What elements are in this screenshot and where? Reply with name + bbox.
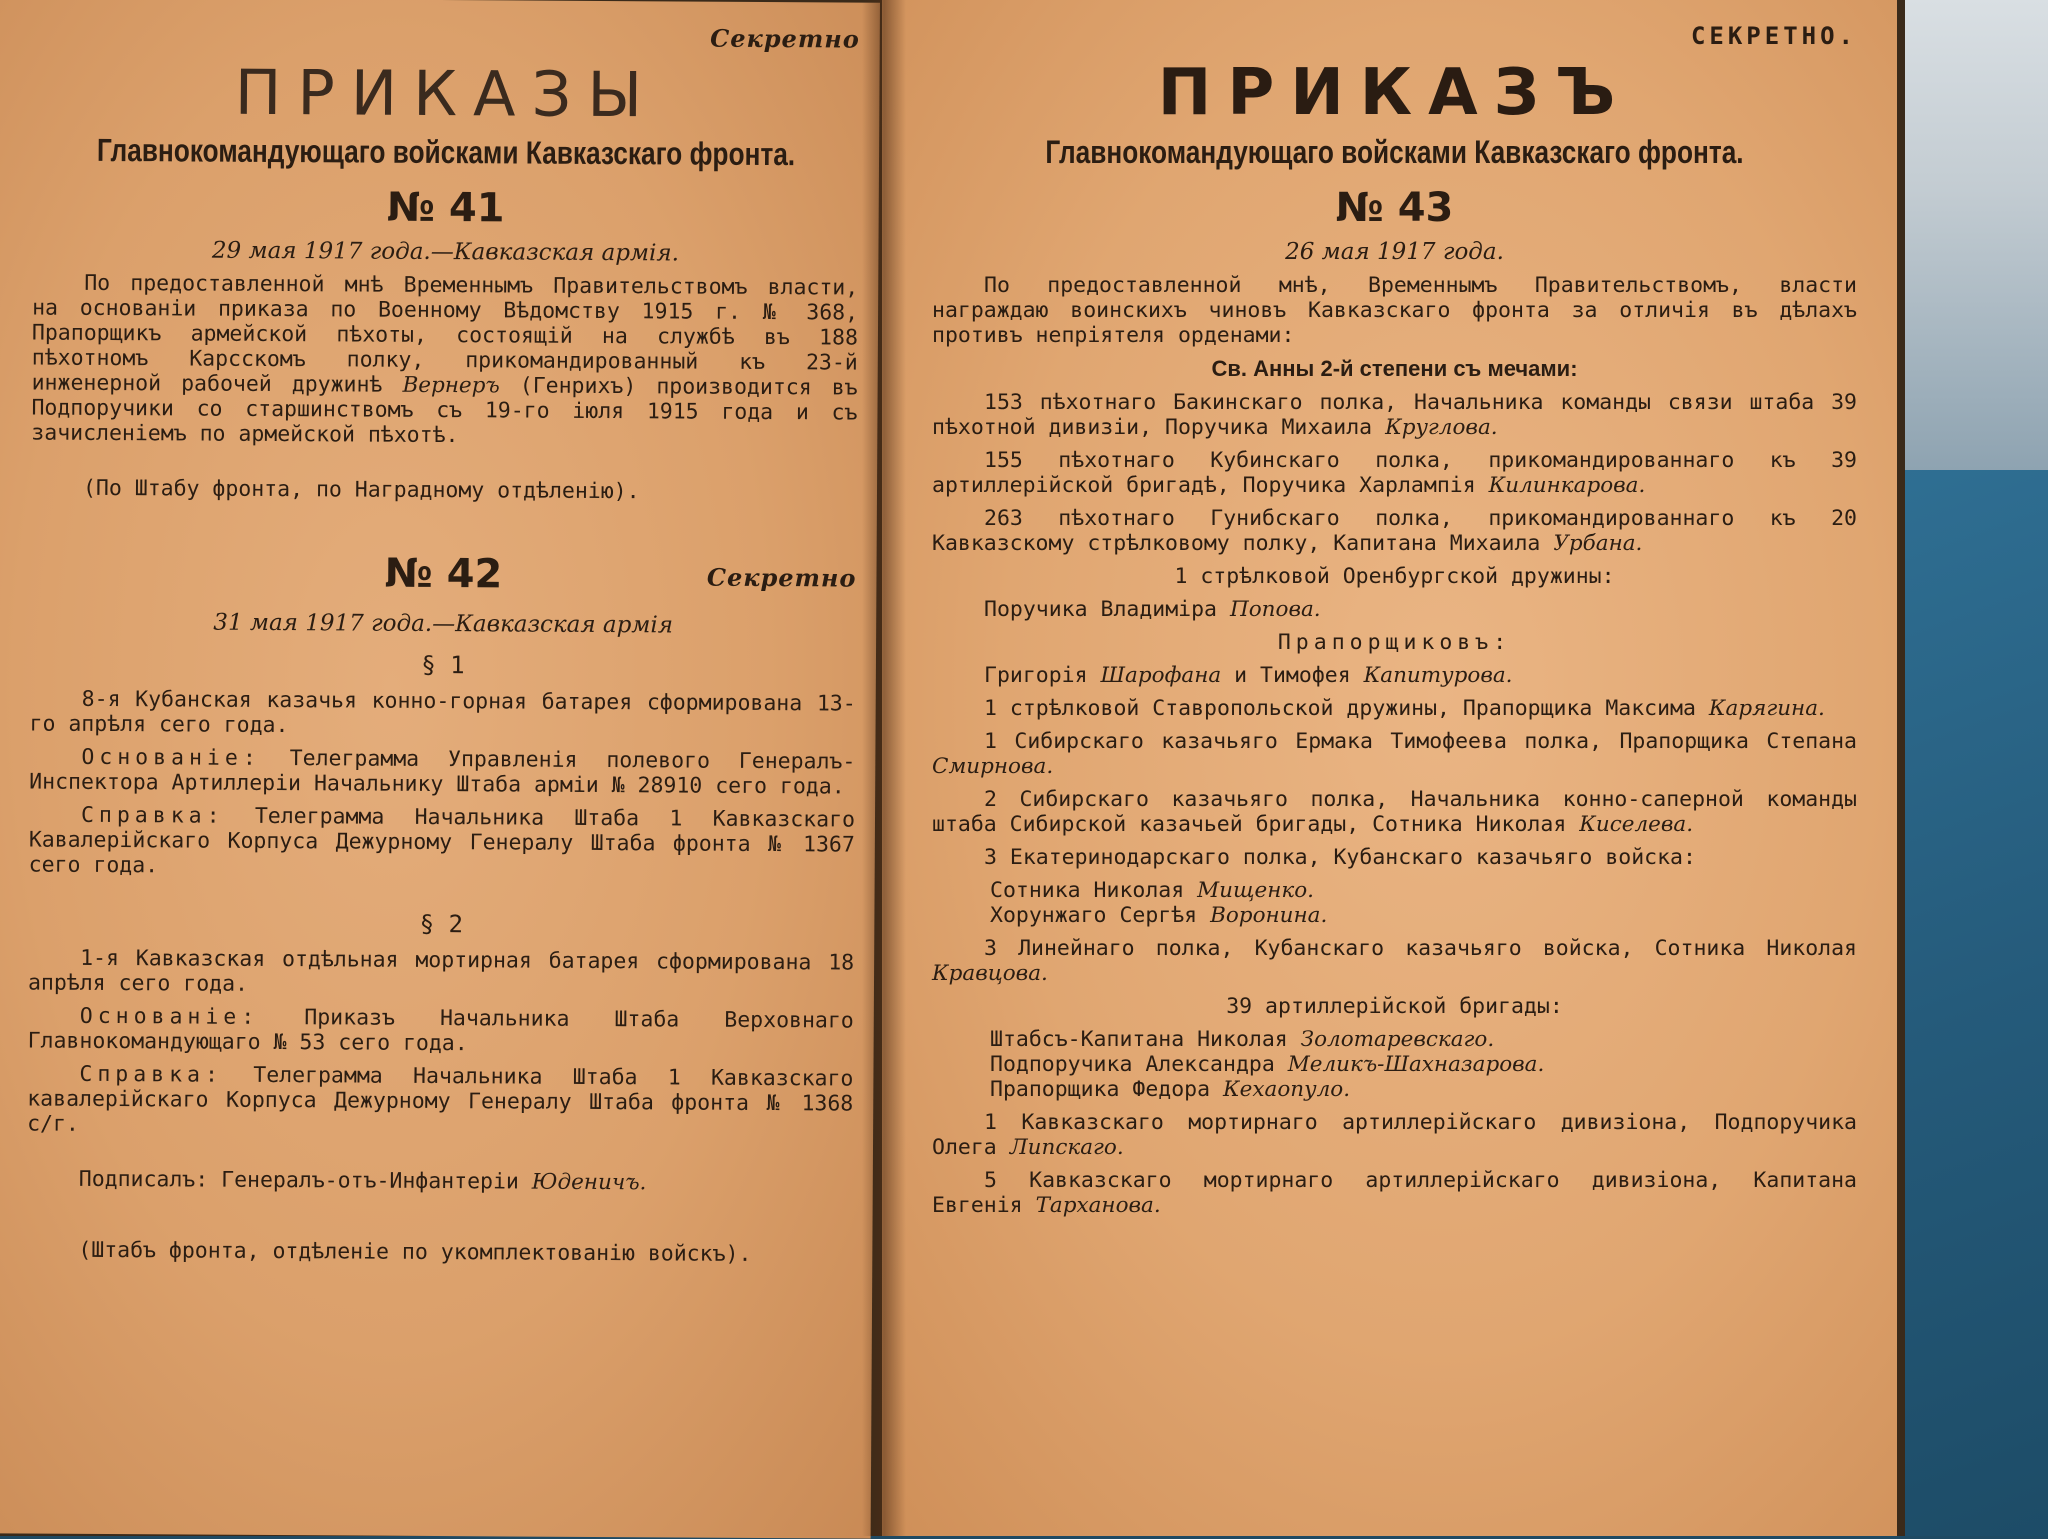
entry-text: 155 пѣхотнаго Кубинскаго полка, прикомандированнаго къ 39 артиллерійской бригадѣ, Поручика Харлампія — [932, 448, 1857, 498]
order-number: № 42 — [384, 550, 503, 598]
person-name: Круглова. — [1385, 415, 1498, 440]
secret-stamp: СЕКРЕТНО. — [1690, 22, 1857, 50]
person-name: Золотаревскаго. — [1300, 1027, 1495, 1052]
award-entry — [932, 729, 1857, 779]
unit-heading: 3 Екатеринодарскаго полка, Кубанскаго казачьяго войска: — [984, 845, 1696, 870]
order-date: 31 мая 1917 года.—Кавказская армія — [213, 609, 674, 639]
entry-text: 2 Сибирскаго казачьяго полка, Начальника конно-саперной команды штаба Сибирской казачьей бригады, Сотника Николая — [932, 787, 1857, 837]
entry-text: Хорунжаго Сергѣя — [990, 903, 1198, 928]
entry-text: 5 Кавказскаго мортирнаго артиллерійскаго дивизіона, Капитана Евгенія — [932, 1168, 1857, 1218]
entry-text: и Тимофея — [1234, 663, 1351, 688]
entry-text: Григорія — [984, 663, 1088, 688]
section-mark: § 1 — [421, 650, 465, 680]
page-subtitle: Главнокомандующаго войсками Кавказскаго фронта. — [96, 131, 796, 173]
signature-line — [27, 1166, 853, 1196]
reference-text: Телеграмма Начальника Штаба 1 Кавказскаго кавалерійскаго Корпуса Дежурному Генералу Штаба фронта № 1368 с/г. — [27, 1062, 854, 1137]
order-date: 26 мая 1917 года. — [1285, 239, 1504, 265]
section-reference — [27, 1062, 853, 1142]
person-name: Килинкарова. — [1488, 473, 1646, 498]
person-name: Липскаго. — [1009, 1135, 1124, 1160]
award-entry — [932, 1077, 1857, 1102]
award-entry — [932, 663, 1857, 688]
order-intro: По предоставленной мнѣ, Временнымъ Правительствомъ, власти награждаю воинскихъ чиновъ Кавказскаго фронта за отличія въ дѣлахъ противъ непріятеля орденами: — [932, 273, 1857, 348]
left-page-content — [0, 0, 880, 1539]
award-entry — [932, 787, 1857, 837]
right-page — [882, 0, 1897, 1536]
entry-text: 1 Кавказскаго мортирнаго артиллерійскаго дивизіона, Подпоручика Олега — [932, 1110, 1857, 1160]
entry-text: Штабсъ-Капитана Николая — [990, 1027, 1288, 1052]
award-entry — [932, 878, 1857, 903]
person-name: Вернеръ — [402, 372, 500, 399]
book-gutter — [862, 0, 906, 1536]
person-name: Капитурова. — [1363, 663, 1513, 688]
person-name: Киселева. — [1579, 812, 1694, 837]
entry-text: Поручика Владиміра — [984, 597, 1217, 622]
reference-label: Справка: — [79, 1061, 224, 1088]
basis-text: Телеграмма Управленія полевого Генералъ-Инспектора Артиллеріи Начальнику Штаба арміи № 28910 сего года. — [29, 746, 856, 800]
award-entry — [932, 597, 1857, 622]
basis-text: Приказъ Начальника Штаба Верховнаго Главнокомандующаго № 53 сего года. — [27, 1005, 854, 1057]
order-header — [30, 549, 856, 614]
secret-stamp: Секретно — [710, 23, 860, 54]
person-name: Тарханова. — [1035, 1193, 1161, 1218]
page-title: ПРИКАЗЪ — [1157, 56, 1632, 130]
secret-stamp: Секретно — [706, 562, 857, 593]
order-source: (По Штабу фронта, по Наградному отдѣленію). — [82, 475, 640, 505]
award-entry — [932, 390, 1857, 440]
award-entry — [932, 1052, 1857, 1077]
section-reference — [29, 803, 855, 883]
person-name: Шарофана — [1100, 663, 1222, 688]
left-page — [0, 0, 880, 1539]
order-footer: (Штабъ фронта, отдѣленіе по укомплектованію войскъ). — [78, 1237, 752, 1267]
section-text: 1-я Кавказская отдѣльная мортирная батарея сформирована 18 апрѣля сего года. — [27, 945, 855, 997]
person-name: Попова. — [1229, 597, 1321, 622]
person-name: Смирнова. — [932, 754, 1054, 779]
award-heading: Св. Анны 2-й степени съ мечами: — [1211, 356, 1578, 381]
right-page-content — [882, 0, 1897, 1536]
entry-text: 153 пѣхотнаго Бакинскаго полка, Начальника команды связи штаба 39 пѣхотной дивизіи, Поручика Михаила — [932, 390, 1857, 440]
person-name: Меликъ-Шахназарова. — [1287, 1052, 1545, 1077]
entry-text: 263 пѣхотнаго Гунибскаго полка, прикомандированнаго къ 20 Кавказскому стрѣлковому полку, Капитана Михаила — [932, 506, 1857, 556]
entry-text: Подпоручика Александра — [990, 1052, 1275, 1077]
award-entry — [932, 696, 1857, 721]
entry-text: 3 Линейнаго полка, Кубанскаго казачьяго войска, Сотника Николая — [984, 936, 1857, 961]
person-name: Мищенко. — [1197, 878, 1315, 903]
entry-text: 1 стрѣлковой Ставропольской дружины, Прапорщика Максима — [984, 696, 1696, 721]
award-entry — [932, 903, 1857, 928]
section-mark: § 2 — [419, 909, 464, 939]
award-entry — [932, 1027, 1857, 1052]
basis-label: Основаніе: — [81, 744, 261, 771]
page-title: ПРИКАЗЫ — [234, 55, 659, 132]
person-name: Воронина. — [1210, 903, 1328, 928]
person-name: Кехаопуло. — [1223, 1077, 1351, 1102]
order-date: 29 мая 1917 года.—Кавказская армія. — [211, 237, 680, 267]
person-name: Урбана. — [1553, 531, 1643, 556]
section-basis — [28, 1004, 854, 1059]
order-paragraph — [31, 271, 858, 451]
section-text: 8-я Кубанская казачья конно-горная батарея сформирована 13-го апрѣля сего года. — [29, 686, 856, 739]
order-number: № 43 — [1335, 185, 1454, 231]
rank-heading: Прапорщиковъ: — [1277, 630, 1512, 655]
award-entry — [932, 506, 1857, 556]
award-entry — [932, 936, 1857, 986]
signatory-name: Юденичъ. — [531, 1169, 647, 1196]
person-name: Карягина. — [1708, 696, 1825, 721]
section-basis — [29, 745, 855, 800]
person-name: Кравцова. — [932, 961, 1048, 986]
order-text: (Генрихъ) производится въ Подпоручики со старшинствомъ съ 19-го іюля 1915 года и съ зачисленіемъ по армейской пѣхотѣ. — [31, 373, 858, 449]
award-entry — [932, 448, 1857, 498]
reference-label: Справка: — [80, 802, 225, 829]
order-number: № 41 — [386, 184, 505, 232]
reference-text: Телеграмма Начальника Штаба 1 Кавказскаго Кавалерійскаго Корпуса Дежурному Генералу Штаба фронта № 1367 сего года. — [28, 803, 856, 879]
entry-text: Сотника Николая — [990, 878, 1185, 903]
signature-text: Подписалъ: Генералъ-отъ-Инфантеріи — [78, 1166, 519, 1195]
unit-heading: 1 стрѣлковой Оренбургской дружины: — [1174, 564, 1615, 589]
page-subtitle: Главнокомандующаго войсками Кавказскаго фронта. — [1045, 134, 1744, 170]
basis-label: Основаніе: — [79, 1003, 260, 1030]
entry-text: Прапорщика Федора — [990, 1077, 1211, 1102]
award-entry — [932, 1168, 1857, 1218]
entry-text: 1 Сибирскаго казачьяго Ермака Тимофеева полка, Прапорщика Степана — [984, 729, 1857, 754]
order-text: По предоставленной мнѣ Временнымъ Правительствомъ власти, на основаніи приказа по Военному Вѣдомству 1915 г. № 368, Прапорщикъ армейской пѣхоты, состоящій на службѣ въ 188 пѣхотномъ Карсскомъ полку, прикомандированный къ 23-й инженерной рабочей дружинѣ — [31, 270, 859, 398]
unit-heading: 39 артиллерійской бригады: — [1226, 994, 1563, 1019]
award-entry — [932, 1110, 1857, 1160]
